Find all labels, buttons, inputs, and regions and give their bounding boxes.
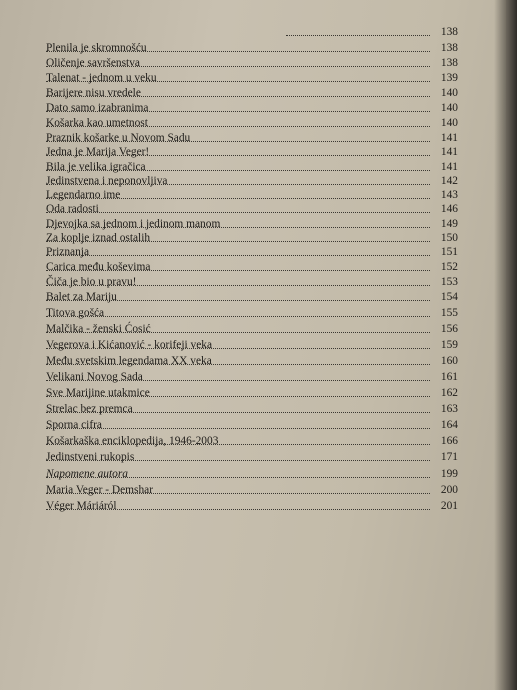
toc-entry [46, 232, 458, 245]
toc-entry-page: 164 [440, 419, 458, 431]
toc-entry [46, 189, 458, 202]
toc-entry-page: 141 [440, 146, 458, 158]
toc-entry [46, 261, 458, 274]
toc-entry-page: 140 [440, 102, 458, 114]
toc-entry-title: Bila je velika igračica [46, 161, 146, 173]
toc-entry-page: 138 [440, 42, 458, 54]
toc-entry-title: Velikani Novog Sada [46, 371, 143, 383]
toc-entry [46, 323, 458, 336]
toc-entry [46, 403, 458, 416]
toc-entry [46, 117, 458, 130]
toc-entry [46, 218, 458, 231]
toc-entry [46, 387, 458, 400]
toc-entry-title: Legendarno ime [46, 189, 121, 201]
toc-entry-page: 171 [440, 451, 458, 463]
toc-entry [46, 72, 458, 85]
toc-entry-title: Jedinstvena i neponovljiva [46, 175, 168, 187]
toc-entry [46, 276, 458, 289]
toc-entry-title: Za koplje iznad ostalih [46, 232, 151, 244]
toc-entry-title: Košarka kao umetnost [46, 117, 148, 129]
toc-entry-page: 161 [440, 371, 458, 383]
toc-entry [46, 291, 458, 304]
toc-entry-page: 156 [440, 323, 458, 335]
toc-entry-page: 138 [440, 57, 458, 69]
toc-entry-title: Napomene autora [46, 468, 128, 480]
toc-entry-title: Priznanja [46, 246, 90, 258]
toc-entry-title: Titova gošća [46, 307, 105, 319]
toc-entry-title: Oličenje savršenstva [46, 57, 140, 69]
toc-entry [46, 246, 458, 259]
toc-entry [46, 57, 458, 70]
toc-entry [46, 203, 458, 216]
toc-entry-title: Sporna cifra [46, 419, 102, 431]
toc-entry [46, 307, 458, 320]
toc-entry-page: 146 [440, 203, 458, 215]
toc-entry-page: 160 [440, 355, 458, 367]
toc-entry-title: Talenat - jednom u veku [46, 72, 157, 84]
toc-entry [46, 468, 458, 481]
toc-entry-page: 138 [440, 26, 458, 38]
toc-entry-title: Među svetskim legendama XX veka [46, 355, 212, 367]
toc-entry-title: Véger Máriáról [46, 500, 117, 512]
toc-entry [46, 102, 458, 115]
toc-entry-title: Vegerova i Kićanović - korifeji veka [46, 339, 213, 351]
toc-entry-title: Djevojka sa jednom i jedinom manom [46, 218, 221, 230]
toc-entry-page: 154 [440, 291, 458, 303]
toc-entry [46, 451, 458, 464]
toc-entry-page: 153 [440, 276, 458, 288]
toc-entry-page: 155 [440, 307, 458, 319]
toc-entry [46, 371, 458, 384]
toc-entry-title: Dato samo izabranima [46, 102, 149, 114]
toc-entry [46, 42, 458, 55]
toc-entry [46, 87, 458, 100]
toc-entry [46, 175, 458, 188]
toc-entry-page: 159 [440, 339, 458, 351]
toc-entry-title: Oda radosti [46, 203, 99, 215]
toc-entry-page: 149 [440, 218, 458, 230]
toc-entry [46, 435, 458, 448]
toc-entry-title: Praznik košarke u Novom Sadu [46, 132, 191, 144]
toc-entry [46, 419, 458, 432]
toc-entry-page: 151 [440, 246, 458, 258]
toc-entry [46, 355, 458, 368]
toc-entry-leader [46, 212, 430, 213]
toc-entry-page: 142 [440, 175, 458, 187]
toc-entry-page: 139 [440, 72, 458, 84]
toc-entry [46, 146, 458, 159]
toc-entry [46, 161, 458, 174]
toc-entry-title: Jedinstveni rukopis [46, 451, 135, 463]
toc-entry-title: Barijere nisu vredele [46, 87, 141, 99]
toc-entry-title: Malčika - ženski Ćosić [46, 323, 151, 335]
toc-entry [46, 484, 458, 497]
toc-entry-page: 163 [440, 403, 458, 415]
toc-entry [46, 339, 458, 352]
toc-entry-page: 152 [440, 261, 458, 273]
toc-entry-leader [46, 428, 430, 429]
toc-entry-page: 162 [440, 387, 458, 399]
toc-entry-page: 140 [440, 117, 458, 129]
toc-entry [46, 26, 458, 39]
toc-entry-title: Maria Veger - Demshar [46, 484, 154, 496]
toc-entry-page: 141 [440, 161, 458, 173]
toc-entry-page: 200 [440, 484, 458, 496]
toc-entry-title: Plenila je skromnošću [46, 42, 147, 54]
toc-entry-title: Balet za Mariju [46, 291, 117, 303]
toc-entry-leader [46, 255, 430, 256]
toc-entry-title: Čiča je bio u pravu! [46, 276, 137, 288]
toc-entry-page: 199 [440, 468, 458, 480]
toc-entry-page: 166 [440, 435, 458, 447]
toc-entry-title: Jedna je Marija Veger! [46, 146, 150, 158]
toc-entry-page: 143 [440, 189, 458, 201]
toc-entry [46, 500, 458, 513]
toc-entry-title: Strelac bez premca [46, 403, 133, 415]
toc-entry-page: 201 [440, 500, 458, 512]
toc-entry-page: 141 [440, 132, 458, 144]
toc-entry-leader [286, 35, 430, 36]
toc-entry-page: 150 [440, 232, 458, 244]
toc-entry [46, 132, 458, 145]
toc-entry-title: Sve Marijine utakmice [46, 387, 150, 399]
toc-entry-page: 140 [440, 87, 458, 99]
book-edge [506, 0, 517, 690]
toc-entry-title: Košarkaška enciklopedija, 1946-2003 [46, 435, 219, 447]
toc-entry-title: Carica među koševima [46, 261, 151, 273]
